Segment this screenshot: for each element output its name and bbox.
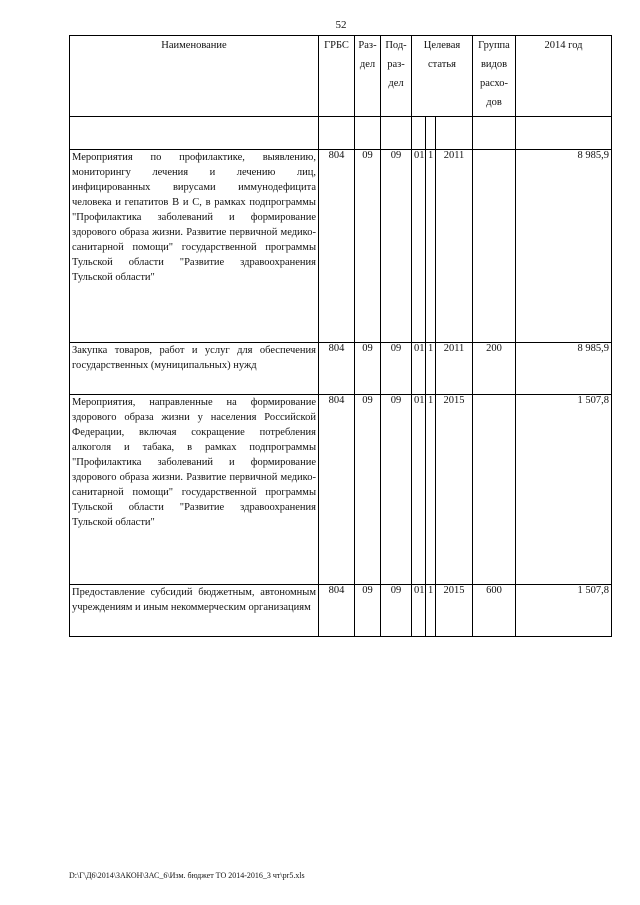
row-amount: 1 507,8 bbox=[516, 395, 612, 585]
row-expense-group: 600 bbox=[473, 585, 516, 637]
row-article-subprogram: 1 bbox=[426, 585, 436, 637]
row-razdel: 09 bbox=[355, 343, 381, 395]
budget-table bbox=[69, 35, 612, 637]
row-name: Закупка товаров, работ и услуг для обеспечения государственных (муниципальных) нужд bbox=[70, 343, 319, 395]
row-grbs: 804 bbox=[319, 395, 355, 585]
header-razdel: Раз-дел bbox=[355, 36, 381, 117]
footer-file-path: D:\Г\Д6\2014\ЗАКОН\ЗАС_6\Изм. бюджет ТО 2014-2016_3 чт\pr5.xls bbox=[69, 871, 305, 880]
header-podrazdel: Под-раз-дел bbox=[381, 36, 412, 117]
table-row bbox=[70, 150, 612, 343]
table-row bbox=[70, 395, 612, 585]
row-razdel: 09 bbox=[355, 585, 381, 637]
header-expense-group: Группа видов расхо-дов bbox=[473, 36, 516, 117]
table-row bbox=[70, 343, 612, 395]
row-razdel: 09 bbox=[355, 150, 381, 343]
row-amount: 8 985,9 bbox=[516, 343, 612, 395]
row-grbs: 804 bbox=[319, 585, 355, 637]
header-grbs: ГРБС bbox=[319, 36, 355, 117]
header-name: Наименование bbox=[70, 36, 319, 117]
row-podrazdel: 09 bbox=[381, 395, 412, 585]
row-amount: 8 985,9 bbox=[516, 150, 612, 343]
table-row bbox=[70, 585, 612, 637]
header-target-article: Целевая статья bbox=[412, 36, 473, 117]
row-podrazdel: 09 bbox=[381, 585, 412, 637]
row-expense-group bbox=[473, 150, 516, 343]
row-grbs: 804 bbox=[319, 343, 355, 395]
row-article-subprogram: 1 bbox=[426, 150, 436, 343]
row-article-code: 2011 bbox=[436, 150, 473, 343]
row-name: Мероприятия по профилактике, выявлению, мониторингу лечения и лечению лиц, инфицированных вирусами иммунодефицита человека и гепатитов В и С, в рамках подпрограммы "Профилактика заболеваний и формирование здорового образа жизни. Развитие первичной медико-санитарной помощи" государственной программы Тульской области "Развитие здравоохранения Тульской области" bbox=[70, 150, 319, 343]
header-row bbox=[70, 36, 612, 117]
row-podrazdel: 09 bbox=[381, 343, 412, 395]
row-article-program: 01 bbox=[412, 343, 426, 395]
row-name: Предоставление субсидий бюджетным, автономным учреждениям и иным некоммерческим организациям bbox=[70, 585, 319, 637]
row-podrazdel: 09 bbox=[381, 150, 412, 343]
header-year-2014: 2014 год bbox=[516, 36, 612, 117]
row-expense-group: 200 bbox=[473, 343, 516, 395]
spacer-row bbox=[70, 117, 612, 150]
row-grbs: 804 bbox=[319, 150, 355, 343]
row-name: Мероприятия, направленные на формирование здорового образа жизни у населения Российской Федерации, включая сокращение потребления алкоголя и табака, в рамках подпрограммы "Профилактика заболеваний и формирование здорового образа жизни. Развитие первичной медико-санитарной помощи" государственной программы Тульской области "Развитие здравоохранения Тульской области" bbox=[70, 395, 319, 585]
row-amount: 1 507,8 bbox=[516, 585, 612, 637]
row-article-subprogram: 1 bbox=[426, 343, 436, 395]
row-article-program: 01 bbox=[412, 395, 426, 585]
row-razdel: 09 bbox=[355, 395, 381, 585]
page-number: 52 bbox=[335, 19, 347, 31]
row-article-code: 2011 bbox=[436, 343, 473, 395]
row-article-program: 01 bbox=[412, 585, 426, 637]
row-article-subprogram: 1 bbox=[426, 395, 436, 585]
row-article-code: 2015 bbox=[436, 395, 473, 585]
row-article-program: 01 bbox=[412, 150, 426, 343]
row-article-code: 2015 bbox=[436, 585, 473, 637]
row-expense-group bbox=[473, 395, 516, 585]
